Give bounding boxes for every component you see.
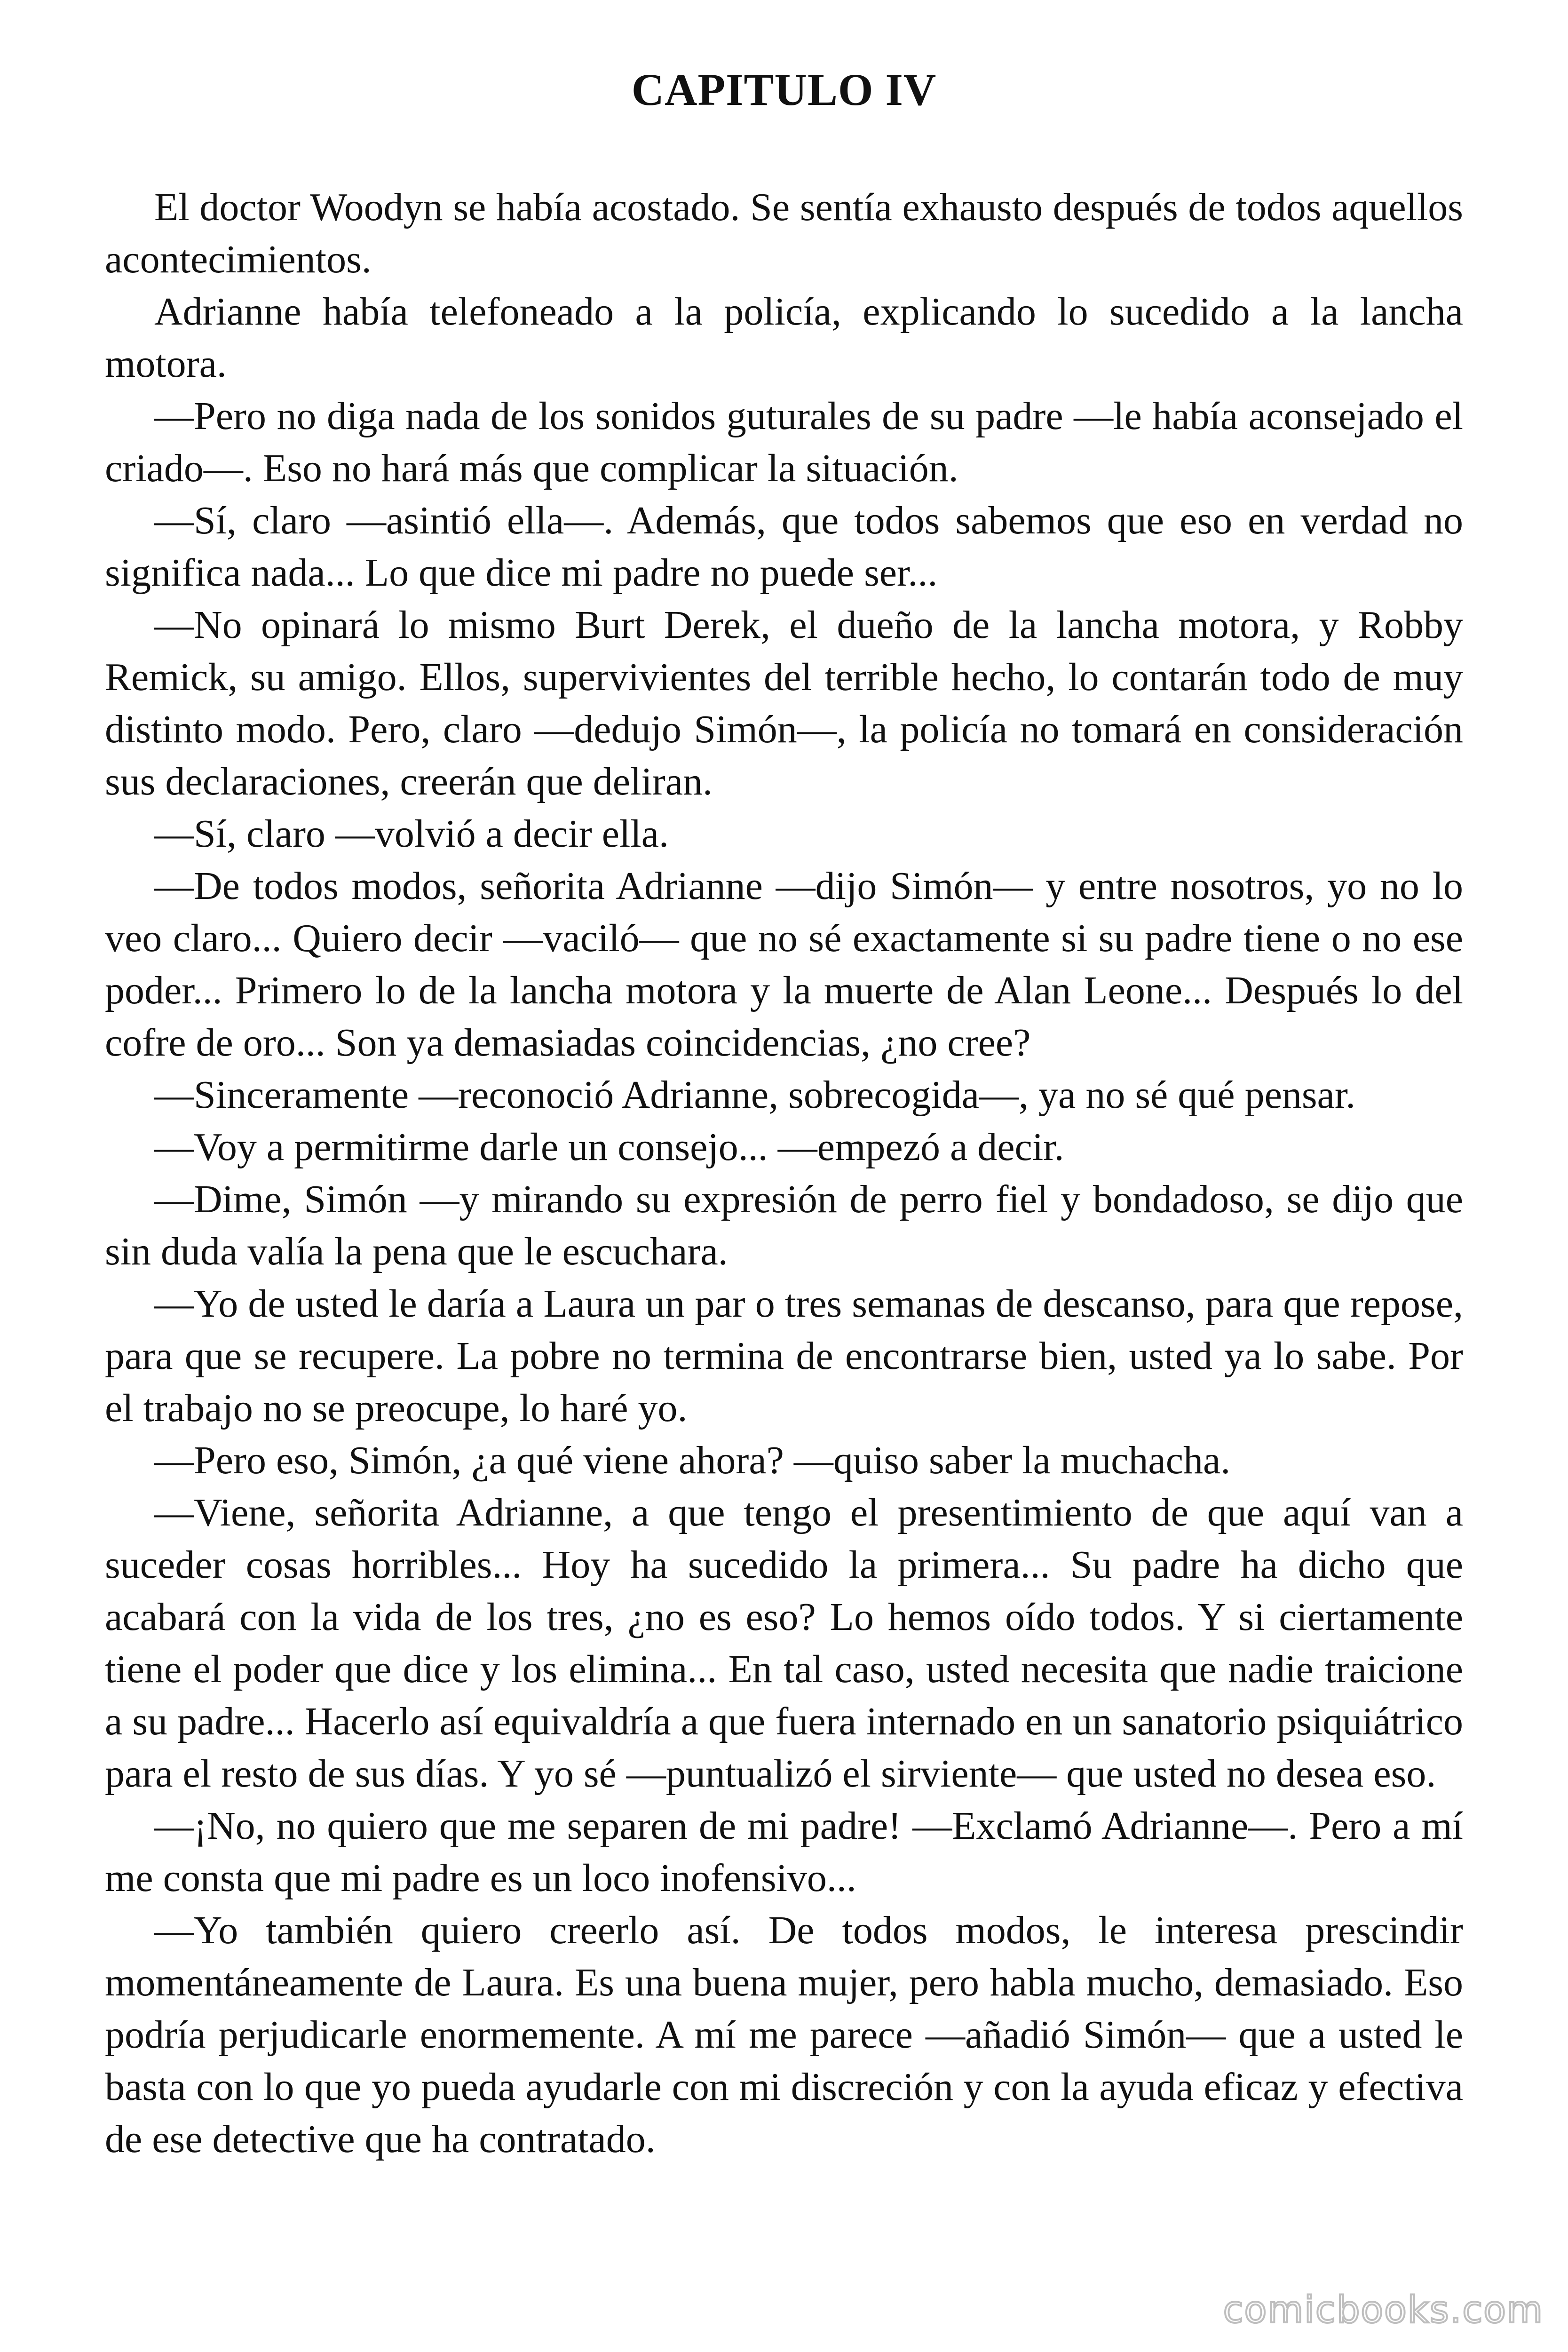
paragraph: —Viene, señorita Adrianne, a que tengo el presentimiento de que aquí van a suceder cosas horribles... Hoy ha sucedido la primera... Su padre ha dicho que acabará con la vida de los tres, ¿no es eso? Lo hemos oído todos. Y si ciertamente tiene el poder que dice y los elimina... En tal caso, usted necesita que nadie traicione a su padre... Hacerlo así equivaldría a que fuera internado en un sanatorio psiquiátrico para el resto de sus días. Y yo sé —puntualizó el sirviente— que usted no desea eso. bbox=[105, 1491, 1463, 1796]
paragraph: —De todos modos, señorita Adrianne —dijo Simón— y entre nosotros, yo no lo veo claro... Quiero decir —vaciló— que no sé exactamente si su padre tiene o no ese poder... Primero lo de la lancha motora y la muerte de Alan Leone... Después lo del cofre de oro... Son ya demasiadas coincidencias, ¿no cree? bbox=[105, 864, 1463, 1065]
paragraph: —Pero no diga nada de los sonidos guturales de su padre —le había aconsejado el criado—. Eso no hará más que complicar la situación. bbox=[105, 394, 1463, 490]
paragraph: —Sinceramente —reconoció Adrianne, sobrecogida—, ya no sé qué pensar. bbox=[154, 1073, 1356, 1117]
paragraph: —Voy a permitirme darle un consejo... —empezó a decir. bbox=[154, 1125, 1064, 1169]
paragraph: —¡No, no quiero que me separen de mi padre! —Exclamó Adrianne—. Pero a mí me consta que mi padre es un loco inofensivo... bbox=[105, 1804, 1463, 1900]
paragraph: El doctor Woodyn se había acostado. Se sentía exhausto después de todos aquellos acontecimientos. bbox=[105, 185, 1463, 281]
watermark: comicbooks.com bbox=[1223, 2289, 1544, 2331]
paragraph: —Yo también quiero creerlo así. De todos modos, le interesa prescindir momentáneamente de Laura. Es una buena mujer, pero habla mucho, demasiado. Eso podría perjudicarle enormemente. A mí me parece —añadió Simón— que a usted le basta con lo que yo pueda ayudarle con mi discreción y con la ayuda eficaz y efectiva de ese detective que ha contratado. bbox=[105, 1908, 1463, 2161]
paragraph: —Dime, Simón —y mirando su expresión de perro fiel y bondadoso, se dijo que sin duda valía la pena que le escuchara. bbox=[105, 1177, 1463, 1273]
body-text bbox=[105, 181, 1463, 2165]
paragraph: —Sí, claro —volvió a decir ella. bbox=[154, 812, 669, 856]
paragraph: —Pero eso, Simón, ¿a qué viene ahora? —quiso saber la muchacha. bbox=[154, 1438, 1231, 1482]
paragraph: Adrianne había telefoneado a la policía, explicando lo sucedido a la lancha motora. bbox=[105, 290, 1463, 386]
paragraph: —Sí, claro —asintió ella—. Además, que todos sabemos que eso en verdad no significa nada... Lo que dice mi padre no puede ser... bbox=[105, 499, 1463, 595]
chapter-title: CAPITULO IV bbox=[631, 64, 937, 115]
paragraph: —Yo de usted le daría a Laura un par o tres semanas de descanso, para que repose, para que se recupere. La pobre no termina de encontrarse bien, usted ya lo sabe. Por el trabajo no se preocupe, lo haré yo. bbox=[105, 1282, 1463, 1430]
paragraph: —No opinará lo mismo Burt Derek, el dueño de la lancha motora, y Robby Remick, su amigo. Ellos, supervivientes del terrible hecho, lo contarán todo de muy distinto modo. Pero, claro —dedujo Simón—, la policía no tomará en consideración sus declaraciones, creerán que deliran. bbox=[105, 603, 1463, 803]
